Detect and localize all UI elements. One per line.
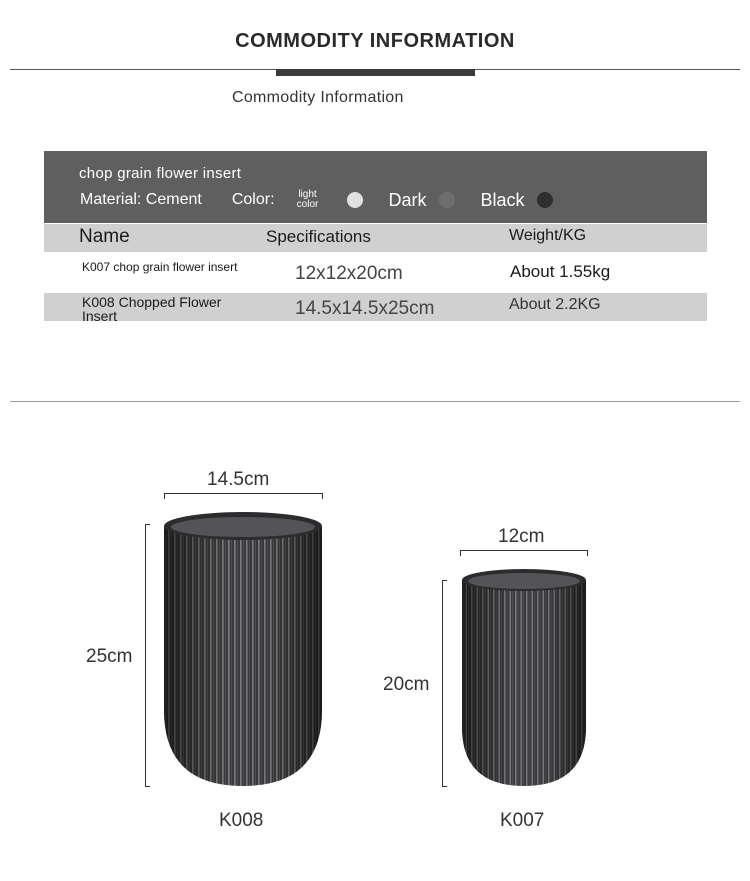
k008-height-line [145,524,146,786]
color-option-light [293,190,363,210]
k008-height-tick [145,786,150,787]
k007-width-tick [587,550,588,556]
color-swatch-black [537,192,553,208]
k008-height-tick [145,524,150,525]
k008-width-tick [322,493,323,499]
k008-model-label: K008 [219,810,264,831]
material-label: Material: Cement [80,191,202,208]
color-swatch-dark [439,192,455,208]
k008-width-line [164,493,322,494]
k007-width-line [460,550,587,551]
color-option-black [481,190,553,211]
spec-row [80,189,579,211]
k007-height-tick [442,580,447,581]
row-weight: About 2.2KG [509,296,601,313]
color-option-label: light color [296,189,319,210]
table-header [44,224,707,252]
column-header-weight: Weight/KG [509,227,587,244]
row-spec: 12x12x20cm [295,263,403,284]
color-option-dark [389,190,455,211]
k008-width-label: 14.5cm [207,469,270,490]
section-divider [10,401,740,402]
table-row [44,252,707,293]
k007-height-label: 20cm [383,674,430,695]
k008-vase-image [162,510,324,788]
k007-width-tick [460,550,461,556]
row-weight: About 1.55kg [510,262,611,281]
header-accent-bar [276,69,475,76]
spec-panel [44,151,707,223]
k007-height-line [442,580,443,786]
row-name: K007 chop grain flower insert [82,260,238,274]
color-label: Color: [231,191,275,208]
row-name: K008 Chopped Flower Insert [82,294,222,324]
k007-model-label: K007 [500,810,545,831]
column-header-name: Name [79,226,130,247]
color-swatch-light [347,192,363,208]
page-subtitle: Commodity Information [232,89,404,106]
product-name: chop grain flower insert [79,165,242,182]
k008-height-label: 25cm [86,646,133,667]
k007-height-tick [442,786,447,787]
row-spec: 14.5x14.5x25cm [295,298,435,319]
k007-vase-image [460,567,588,788]
color-option-label: Dark [388,189,427,210]
column-header-spec: Specifications [266,227,371,246]
table-row [44,293,707,324]
k007-width-label: 12cm [498,526,545,547]
page-title: COMMODITY INFORMATION [235,30,515,52]
k008-width-tick [164,493,165,499]
color-option-label: Black [480,189,525,210]
